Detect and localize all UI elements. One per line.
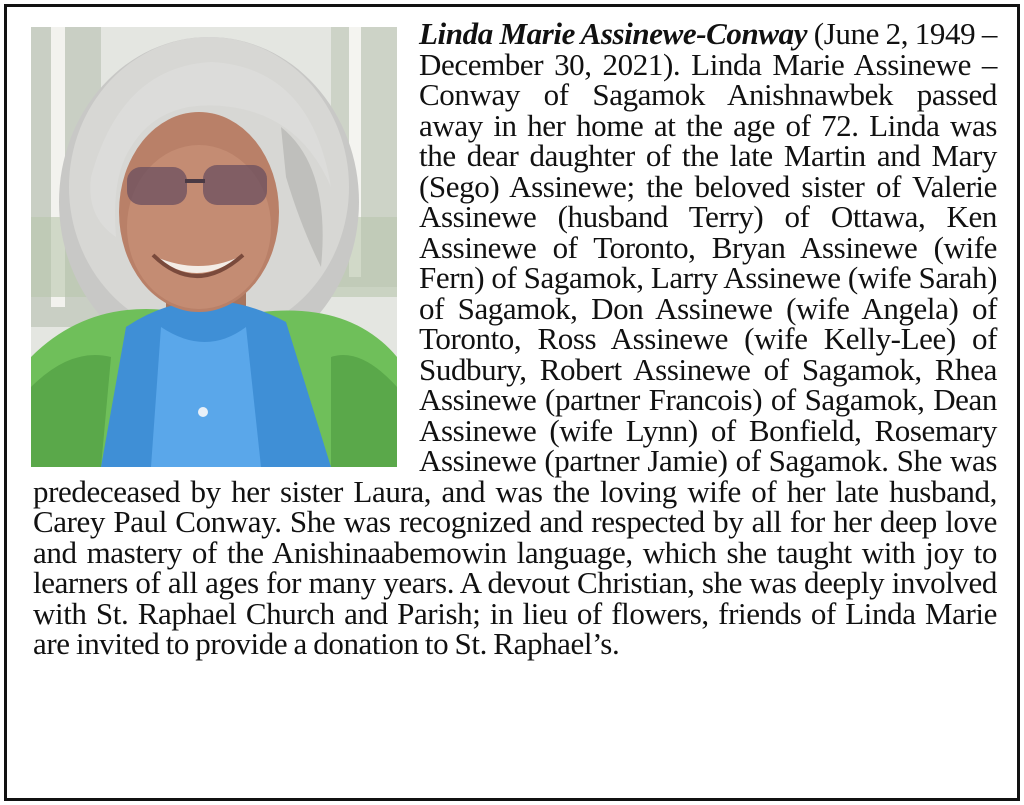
deceased-name: Linda Marie Assinewe-Conway — [419, 16, 808, 51]
obituary-notice — [4, 4, 1020, 801]
obituary-text — [33, 16, 997, 661]
obituary-body: (June 2, 1949 – December 30, 2021). Linda Marie Assinewe – Conway of Sagamok Anishnawbek passed away in her home at the age of 72. Linda was the dear daughter of the late Martin and Mary (Sego) Assinewe; the beloved sister of Valerie Assinewe (husband Terry) of Ottawa, Ken Assinewe of Toronto, Bryan Assinewe (wife Fern) of Sagamok, Larry Assinewe (wife Sarah) of Sagamok, Don Assinewe (wife Angela) of Toronto, Ross Assinewe (wife Kelly-Lee) of Sudbury, Robert Assinewe of Sagamok, Rhea Assinewe (partner Francois) of Sagamok, Dean Assinewe (wife Lynn) of Bonfield, Rosemary Assinewe (partner Jamie) of Sagamok. She was predeceased by her sister Laura, and was the loving wife of her late husband, Carey Paul Conway. She was recognized and respected by all for her deep love and mastery of the Anishinaabemowin language, which she taught with joy to learners of all ages for many years. A devout Christian, she was deeply involved with St. Raphael Church and Parish; in lieu of flowers, friends of Linda Marie are invited to provide a donation to St. Raphael’s. — [33, 16, 997, 661]
photo-spacer — [33, 19, 419, 471]
